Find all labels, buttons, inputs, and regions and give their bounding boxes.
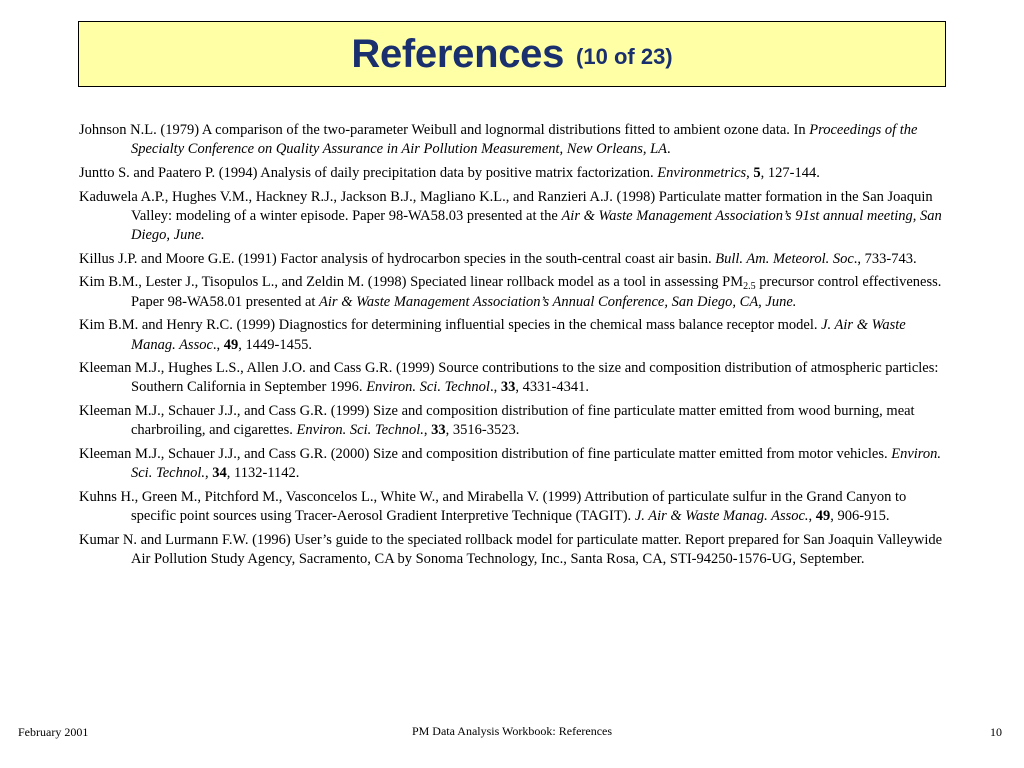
reference-text-segment: J. Air & Waste Manag. Assoc [131,317,906,353]
reference-entry [79,188,951,246]
footer-page-number: 10 [990,725,1002,739]
reference-text-segment: , [423,422,432,439]
reference-text-segment: Bull. Am. Meteorol. Soc [715,250,854,267]
reference-text-segment: Kim B.M. and Henry R.C. (1999) Diagnostics for determining influential species in the chemical mass balance receptor model. [79,317,822,334]
reference-text-segment: , [808,508,816,525]
reference-text-segment: , 1132-1142. [226,465,300,482]
reference-text-segment: , 127-144. [760,164,820,181]
reference-entry [79,273,951,311]
reference-text-segment: , 906-915. [830,508,890,525]
reference-text-segment: ., [212,336,224,353]
reference-text-segment: Environ. Sci. Technol. [296,422,424,439]
reference-text-segment: 33 [431,422,446,439]
reference-text-segment: Kleeman M.J., Schauer J.J., and Cass G.R. (2000) Size and composition distribution of fine particulate matter emitted from motor vehicles. [79,446,892,463]
reference-text-segment: ., [489,379,501,396]
reference-text-segment: Kim B.M., Lester J., Tisopulos L., and Zeldin M. (1998) Speciated linear rollback model as a tool in assessing PM [79,274,744,291]
reference-text-segment: Johnson N.L. (1979) A comparison of the two-parameter Weibull and lognormal distributions fitted to ambient ozone data. In [79,122,810,138]
reference-entry [79,402,951,440]
reference-text-segment: Killus J.P. and Moore G.E. (1991) Factor analysis of hydrocarbon species in the south-central coast air basin. [79,250,716,267]
reference-text-segment: 2.5 [743,281,756,293]
reference-text-segment: Kumar N. and Lurmann F.W. (1996) User’s guide to the speciated rollback model for particulate matter. Report prepared for San Joaquin Valleywide Air Pollution Study Agency, Sacramento, CA by Sonoma Technology, Inc., Santa Rosa, CA, STI-94250-1576-UG, September. [79,531,943,568]
reference-text-segment: , 3516-3523. [445,422,520,439]
reference-list [79,121,951,574]
reference-text-segment: Air & Waste Management Association’s Annual Conference, San Diego, CA, June. [319,293,797,310]
reference-text-segment: . [667,141,671,158]
slide-title-box [78,21,946,87]
reference-text-segment: ., 733-743. [853,250,917,267]
reference-entry [79,316,951,354]
reference-text-segment: J. Air & Waste Manag. Assoc. [634,508,809,525]
reference-text-segment: Environ. Sci. Technol. [131,446,942,482]
footer-date: February 2001 [18,725,89,739]
reference-text-segment: Juntto S. and Paatero P. (1994) Analysis of daily precipitation data by positive matrix factorization. [79,164,658,181]
reference-entry [79,488,951,526]
reference-text-segment: Kleeman M.J., Schauer J.J., and Cass G.R. (1999) Size and composition distribution of fine particulate matter emitted from wood burning, meat charbroiling, and cigarettes. [79,403,915,439]
reference-text-segment: Environmetrics [657,164,747,181]
reference-entry [79,121,951,159]
reference-text-segment: Kuhns H., Green M., Pitchford M., Vasconcelos L., White W., and Mirabella V. (1999) Attribution of particulate sulfur in the Grand Canyon to specific point sources using Tracer-Aerosol Gradient Interpretive Technique (TAGIT). [79,488,907,525]
reference-text-segment: Environ. Sci. Technol [366,379,490,396]
reference-text-segment: precursor control effectiveness. Paper 98-WA58.01 presented at [131,274,942,310]
reference-text-segment: 5 [753,164,761,181]
reference-text-segment: , 4331-4341. [515,379,590,396]
reference-text-segment: Proceedings of the Specialty Conference on Quality Assurance in Air Pollution Measurement, New Orleans, LA [131,122,918,158]
reference-text-segment: 49 [815,508,831,525]
reference-entry [79,359,951,397]
reference-text-segment: 34 [212,465,227,482]
reference-text-segment: , [204,465,213,482]
slide-title: References [351,31,565,76]
reference-text-segment: Air & Waste Management Association’s 91st annual meeting, San Diego, June. [131,207,942,244]
reference-entry [79,531,951,569]
reference-text-segment: , 1449-1455. [238,336,312,353]
reference-text-segment: Kaduwela A.P., Hughes V.M., Hackney R.J., Jackson B.J., Magliano K.L., and Ranzieri A.J. (1998) Particulate matter formation in the San Joaquin Valley: modeling of a winter episode. Paper 98-WA58.03 presented at the [79,188,933,224]
reference-text-segment: 49 [223,336,239,353]
slide-subtitle: (10 of 23) [576,44,673,69]
reference-entry [79,164,951,183]
reference-entry [79,250,951,269]
reference-text-segment: 33 [500,379,516,396]
footer-title: PM Data Analysis Workbook: References [411,724,613,738]
reference-text-segment: Kleeman M.J., Hughes L.S., Allen J.O. and Cass G.R. (1999) Source contributions to the size and composition distribution of atmospheric particles: Southern California in September 1996. [79,360,939,396]
reference-text-segment: , [746,164,754,181]
reference-entry [79,445,951,483]
